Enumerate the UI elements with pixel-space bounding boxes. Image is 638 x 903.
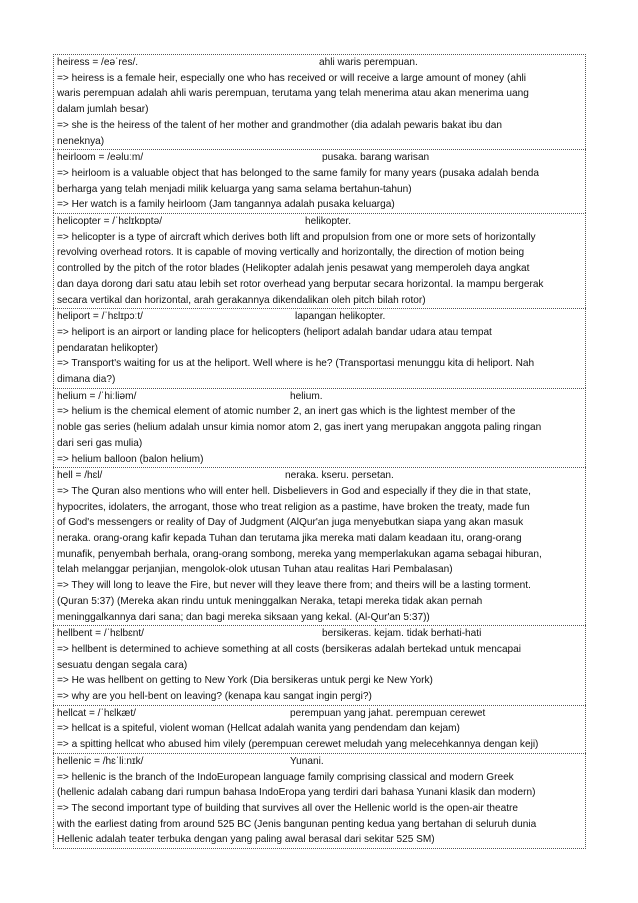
entry-line: => hellcat is a spiteful, violent woman (Hellcat adalah wanita yang pendendam dan kejam) [57,723,460,735]
entry-headline [57,389,583,405]
entry-line: dan daya dorong dari satu atau lebih set rotor overhead yang berputar secara horizontal. Ia mampu bergerak [57,278,544,290]
dictionary-page [53,54,586,849]
entry-headline [57,214,583,230]
entry-line: => He was hellbent on getting to New York (Dia bersikeras untuk pergi ke New York) [57,675,433,687]
entry-headline [57,55,583,71]
entry-line: => she is the heiress of the talent of her mother and grandmother (dia adalah pewaris bakat ibu dan [57,119,502,131]
entry-meaning: lapangan helikopter. [295,311,386,323]
entry-line: neraka. orang-orang kafir kepada Tuhan dan terutama jika mereka mati dalam keadaan itu, orang-orang [57,533,522,544]
entry-line: => They will long to leave the Fire, but never will they leave there from; and theirs will be a lasting torment. [57,580,531,592]
entry-headline [57,150,583,166]
entry-line: neneknya) [57,135,105,147]
entry-line: => Transport's waiting for us at the heliport. Well where is he? (Transportasi menunggu kita di heliport. Nah [57,358,535,370]
entry-line: => The second important type of building that survives all over the Hellenic world is the open-air theatre [57,802,519,814]
entry-line: of God's messengers or reality of Day of Judgment (AlQur'an juga menyebutkan siapa yang akan masuk [57,517,524,529]
entry-meaning: Yunani. [290,755,324,767]
entry-line: => heirloom is a valuable object that has belonged to the same family for many years (pusaka adalah benda [57,167,539,179]
entry-hellenic [53,753,586,849]
entry-meaning: helikopter. [305,216,352,227]
entry-helium [53,388,586,468]
entry-headline [57,309,583,325]
entry-line: meninggalkannya dari sana; dan bagi mereka siksaan yang kekal. (Al-Qur'an 5:37)) [57,611,430,623]
entry-line: => hellenic is the branch of the IndoEuropean language family comprising classical and modern Greek [57,771,514,783]
entry-line: => helium is the chemical element of atomic number 2, an inert gas which is the lightest member of the [57,406,516,418]
entry-line: => a spitting hellcat who abused him vilely (perempuan cerewet meludah yang melecehkannya dengan keji) [57,739,539,751]
entry-headline [57,626,583,642]
entry-line: => why are you hell-bent on leaving? (kenapa kau sangat ingin pergi?) [57,691,372,703]
entry-term: heliport = /ˈhɛlɪpɔːt/ [57,311,143,323]
entry-heliport [53,308,586,388]
entry-line: sesuatu dengan segala cara) [57,659,188,671]
entry-line: waris perempuan adalah ahli waris perempuan, terutama yang telah menerima atau akan menerima uang [57,88,529,100]
entry-meaning: ahli waris perempuan. [319,57,418,68]
entry-line: noble gas series (helium adalah unsur kimia nomor atom 2, gas inert yang merupakan anggota paling ringan [57,422,542,434]
entry-line: dimana dia?) [57,374,116,385]
entry-line: => hellbent is determined to achieve something at all costs (bersikeras adalah bertekad untuk mencapai [57,643,522,655]
entry-meaning: bersikeras. kejam. tidak berhati-hati [322,628,482,640]
entry-line: telah melanggar perjanjian, mengolok-olok utusan Tuhan atau realitas Hari Pembalasan) [57,564,453,576]
entry-term: helium = /ˈhiːliəm/ [57,390,137,402]
entry-headline [57,706,583,722]
entry-line: munafik, penyembah berhala, orang-orang sombong, mereka yang memperlakukan agama sebagai hiburan, [57,548,542,560]
entry-meaning: neraka. kseru. persetan. [285,470,394,482]
entry-line: with the earliest dating from around 525 BC (Jenis bangunan penting kedua yang bertahan di seluruh dunia [57,818,537,830]
entry-headline [57,754,583,770]
entry-line: (Quran 5:37) (Mereka akan rindu untuk meninggalkan Neraka, tetapi mereka tidak akan pernah [57,595,483,607]
entry-line: (hellenic adalah cabang dari rumpun bahasa IndoEropa yang terdiri dari bahasa Yunani klasik dan modern) [57,787,536,799]
entry-term: heirloom = /eəluːm/ [57,152,144,164]
entry-line: => helium balloon (balon helium) [57,453,204,465]
entry-helicopter [53,213,586,308]
entry-term: helicopter = /ˈhɛlɪkɒptə/ [57,216,163,227]
entry-hell [53,467,586,625]
entry-line: secara vertikal dan horizontal, arah gerakannya dikendalikan oleh pitch bilah rotor) [57,294,426,306]
entry-line: dalam jumlah besar) [57,104,149,116]
entry-line: => Her watch is a family heirloom (Jam tangannya adalah pusaka keluarga) [57,199,395,211]
entry-hellbent [53,625,586,705]
entry-line: hypocrites, idolaters, the arrogant, those who treat religion as a pastime, have broken the treaty, made fun [57,501,530,513]
entry-meaning: perempuan yang jahat. perempuan cerewet [290,707,486,719]
entry-line: pendaratan helikopter) [57,342,159,354]
entry-line: => heliport is an airport or landing place for helicopters (heliport adalah bandar udara atau tempat [57,326,492,338]
entry-line: berharga yang telah menjadi milik keluarga yang sama selama bertahun-tahun) [57,183,412,195]
entry-line: => The Quran also mentions who will enter hell. Disbelievers in God and especially if they die in that state, [57,485,531,497]
entry-line: dari seri gas mulia) [57,437,143,449]
entry-headline [57,468,583,484]
entry-term: heiress = /eəˈres/. [57,57,139,68]
entry-term: hell = /hɛl/ [57,470,103,482]
entry-term: hellenic = /hɛˈliːnɪk/ [57,755,144,767]
entry-heiress [53,54,586,149]
entry-term: hellbent = /ˈhɛlbɛnt/ [57,628,144,640]
entry-hellcat [53,705,586,753]
entry-line: => helicopter is a type of aircraft which derives both lift and propulsion from one or more sets of horizontally [57,231,536,243]
entry-meaning: pusaka. barang warisan [322,152,430,164]
entry-term: hellcat = /ˈhɛlkæt/ [57,707,136,719]
entry-line: revolving overhead rotors. It is capable of moving vertically and horizontally, the direction of motion being [57,247,525,259]
entry-heirloom [53,149,586,213]
entry-meaning: helium. [290,390,323,402]
entry-line: Hellenic adalah teater terbuka dengan yang paling awal berasal dari sekitar 525 SM) [57,834,435,846]
entry-line: => heiress is a female heir, especially one who has received or will receive a large amount of money (ahli [57,72,527,84]
entry-line: controlled by the pitch of the rotor blades (Helikopter adalah jenis pesawat yang memperoleh daya angkat [57,263,530,275]
